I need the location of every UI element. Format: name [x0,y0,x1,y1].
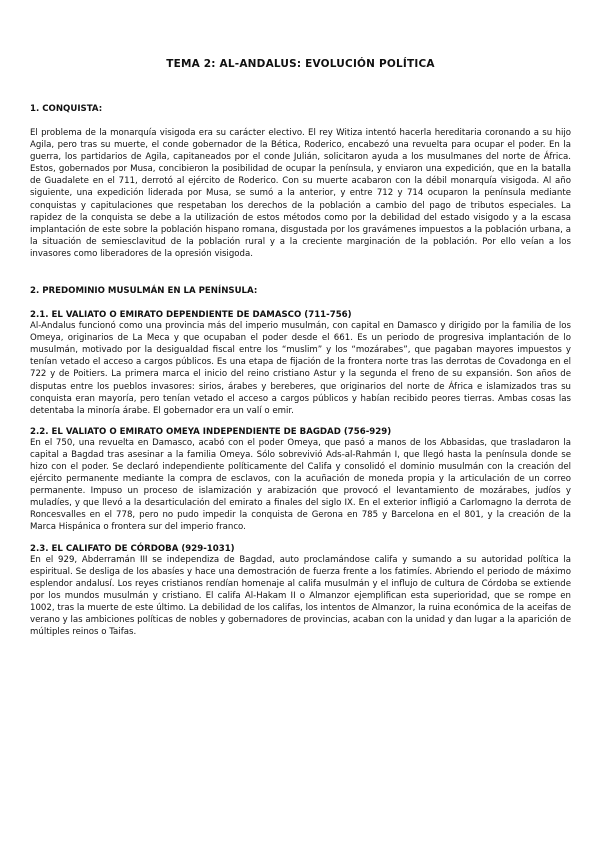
section-heading-predominio: 2. PREDOMINIO MUSULMÁN EN LA PENÍNSULA: [30,286,258,297]
subsection-text-califato-cordoba: En el 929, Abderramán III se independiza de Bagdad, auto proclamándose califa y sumando a su autoridad política la espiritual. Se desliga de los abasíes y hace una demostración de fuerza frente a los fatimíes. Abriendo el periodo de máximo esplendor andalusí. Los reyes cristianos rendían homenaje al califa musulmán y el influjo de cultura de Córdoba se extiende por los mundos musulmán y cristiano. El califa Al-Hakam II o Almanzor ejemplifican esta superioridad, que se rompe en 1002, tras la muerte de este último. La debilidad de los califas, los intentos de Almanzor, la ruina económica de la aceifas de verano y las ambiciones políticas de nobles y gobernadores de provincias, acaban con la unidad y dan lugar a la aparición de múltiples reinos o Taifas. [30,554,571,638]
subsection-heading-califato-cordoba: 2.3. EL CALIFATO DE CÓRDOBA (929-1031) [30,543,235,554]
section-text-conquista: El problema de la monarquía visigoda era su carácter electivo. El rey Witiza intentó hacerla hereditaria coronando a su hijo Agila, pero tras su muerte, el conde gobernador de la Bética, Roderico, encabezó una revuelta para ocupar el poder. En la guerra, los partidarios de Agila, capitaneados por el conde Julián, solicitaron ayuda a los musulmanes del norte de África. Estos, gobernados por Musa, concibieron la posibilidad de ocupar la península, y enviaron una expedición, que en la batalla de Guadalete en el 711, derrotó al ejército de Roderico. Con su muerte acabaron con la débil monarquía visigoda. Al año siguiente, una expedición liderada por Musa, se sumó a la anterior, y entre 712 y 714 ocuparon la península mediante conquistas y capitulaciones que respetaban los derechos de la población a cambio del pago de tributos especiales. La rapidez de la conquista se debe a la utilización de estos métodos como por la debilidad del estado visigodo y a la escasa implantación de este sobre la población hispano romana, disgustada por los gravámenes impuestos a la población urbana, a la situación de semiesclavitud de la población rural y a la creciente marginación de la población. Por ello veían a los invasores como liberadores de la opresión visigoda. [30,128,571,259]
section-heading-conquista: 1. CONQUISTA: [30,104,103,114]
subsection-heading-emirato-omeya: 2.2. EL VALIATO O EMIRATO OMEYA INDEPENDIENTE DE BAGDAD (756-929) [30,426,392,437]
subsection-heading-valiato-damasco: 2.1. EL VALIATO O EMIRATO DEPENDIENTE DE DAMASCO (711-756) [30,310,352,321]
document-title: TEMA 2: AL-ANDALUS: EVOLUCIÓN POLÍTICA [166,58,435,70]
subsection-text-emirato-omeya: En el 750, una revuelta en Damasco, acabó con el poder Omeya, que pasó a manos de los Abbasidas, que trasladaron la capital a Bagdad tras asesinar a la familia Omeya. Sólo sobrevivió Ads-al-Rahmán I, que llegó hasta la península donde se hizo con el poder. Se declaró independiente políticamente del Califa y consolidó el dominio musulmán con la creación del ejército permanente mediante la compra de esclavos, con la acuñación de moneda propia y la articulación de un correo permanente. Impuso un proceso de islamización y arabización que provocó el levantamiento de mozárabes, judíos y muladíes, y que llevó a la desarticulación del emirato a finales del siglo IX. En el exterior infligió a Carlomagno la derrota de Roncesvalles en el 778, pero no pudo impedir la conquista de Gerona en 785 y Barcelona en el 801, y la creación de la Marca Hispánica o frontera sur del imperio franco. [30,437,571,533]
document-page [30,58,571,638]
subsection-text-valiato-damasco: Al-Andalus funcionó como una provincia más del imperio musulmán, con capital en Damasco y dirigido por la familia de los Omeya, originarios de La Meca y que ocupaban el poder desde el 661. Es un periodo de progresiva implantación de lo musulmán, motivado por la desigualdad fiscal entre los “muslim” y los “mozárabes”, que pagaban mayores impuestos y tenían vetado el acceso a cargos públicos. Es una etapa de fijación de la frontera norte tras las derrotas de Covadonga en el 722 y de Poitiers. La primera marca el inicio del reino cristiano Astur y la segunda el freno de su expansión. Son años de disputas entre los pueblos invasores: sirios, árabes y bereberes, que originarios del norte de África e islamizados tras su conquista eran mayoría, pero tenían vetado el acceso a cargos públicos y habían recibido peores tierras. Ambas cosas las detentaba la minoría árabe. El gobernador era un valí o emir. [30,321,571,416]
